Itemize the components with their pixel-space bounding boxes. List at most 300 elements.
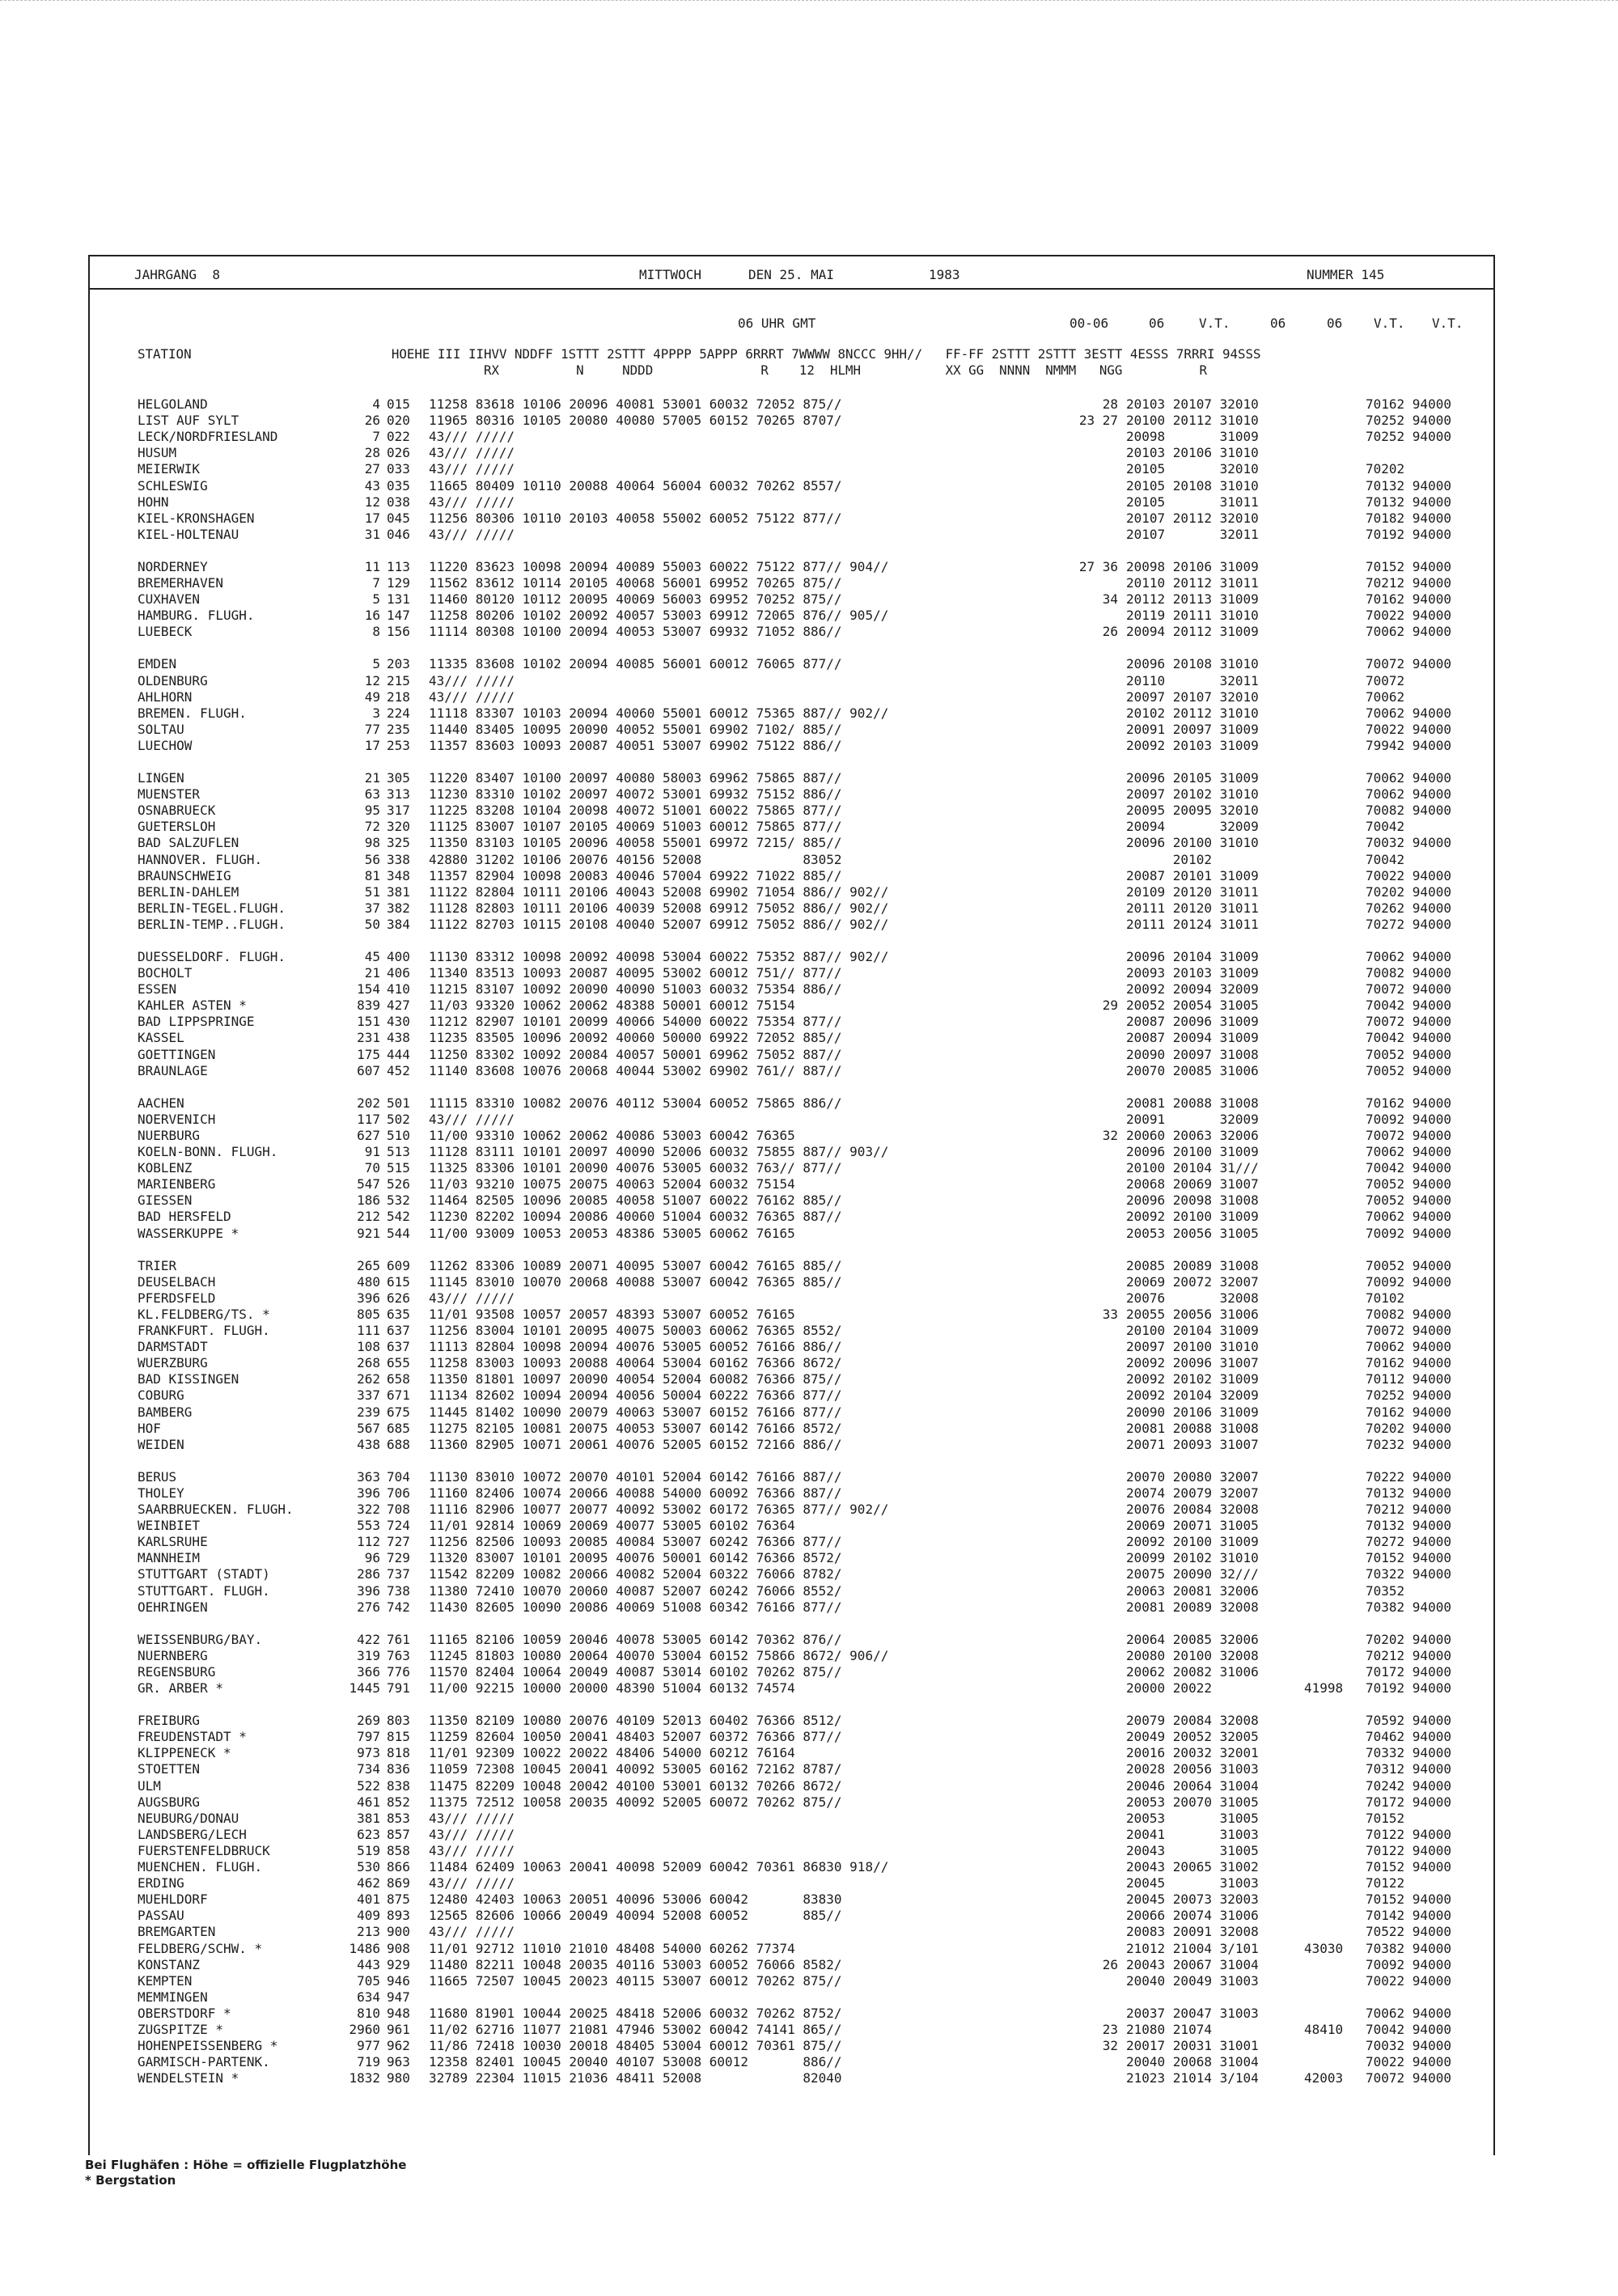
precip-sun-groups: 70222 94000 (1366, 1469, 1451, 1485)
synop-groups: 11/01 93508 10057 20057 48393 53007 60052 76165 (429, 1307, 795, 1322)
temp-groups: 20109 20120 31011 (1126, 884, 1259, 900)
station-index: 929 (387, 1957, 410, 1972)
temp-groups: 20099 20102 31010 (1126, 1550, 1259, 1565)
temp-groups: 20081 20089 32008 (1126, 1599, 1259, 1615)
precip-sun-groups: 70032 94000 (1366, 835, 1451, 850)
table-row (0, 835, 1618, 851)
precip-sun-groups: 70062 94000 (1366, 770, 1451, 786)
station-height: 21 (364, 965, 380, 981)
precip-sun-groups: 70052 94000 (1366, 1047, 1451, 1062)
wind-group: 34 (1102, 591, 1118, 607)
station-index: 853 (387, 1811, 410, 1826)
station-index: 704 (387, 1469, 410, 1485)
temp-groups: 20053 20056 31005 (1126, 1226, 1259, 1241)
station-height: 734 (357, 1761, 380, 1777)
temp-groups: 20090 20097 31008 (1126, 1047, 1259, 1062)
station-index: 946 (387, 1973, 410, 1989)
table-row (0, 608, 1618, 624)
station-index: 381 (387, 884, 410, 900)
station-height: 12 (364, 673, 380, 688)
wind-group: 23 (1102, 2022, 1118, 2037)
precip-sun-groups: 70322 94000 (1366, 1566, 1451, 1582)
station-index: 215 (387, 673, 410, 688)
precip-sun-groups: 70242 94000 (1366, 1778, 1451, 1794)
synop-groups: 11128 82803 10111 20106 40039 52008 69912 75052 886// 902// (429, 900, 889, 916)
temp-groups: 20041 31003 (1126, 1827, 1259, 1842)
precip-sun-groups: 70022 94000 (1366, 868, 1451, 883)
station-index: 452 (387, 1063, 410, 1078)
table-row (0, 1599, 1618, 1616)
table-row (0, 819, 1618, 835)
synop-groups: 11350 81801 10097 20090 40054 52004 60082 76366 875// (429, 1371, 842, 1387)
station-name: KOBLENZ (138, 1160, 193, 1176)
table-row (0, 1680, 1618, 1697)
table-row (0, 1729, 1618, 1745)
table-row (0, 591, 1618, 608)
synop-groups: 11680 81901 10044 20025 48418 52006 60032 70262 8752/ (429, 2006, 842, 2021)
precip-sun-groups: 70192 94000 (1366, 1680, 1451, 1696)
precip-sun-groups: 70022 94000 (1366, 722, 1451, 737)
station-index: 384 (387, 917, 410, 932)
precip-sun-groups: 70132 94000 (1366, 478, 1451, 494)
temp-groups: 20107 32011 (1126, 527, 1259, 542)
station-height: 269 (357, 1713, 380, 1728)
synop-groups: 43/// ///// (429, 494, 515, 510)
precip-sun-groups: 70202 94000 (1366, 884, 1451, 900)
station-name: WEIDEN (138, 1437, 184, 1452)
column-header-line1: STATION HOEHE III IIHVV NDDFF 1STTT 2STTT 4PPPP 5APPP 6RRRT 7WWWW 8NCCC 9HH// FF-FF 2STTT 2STTT 3ESTT 4ESSS 7RRRI 94SSS (138, 346, 1261, 362)
station-height: 363 (357, 1469, 380, 1485)
station-height: 111 (357, 1323, 380, 1338)
precip-sun-groups: 70162 94000 (1366, 591, 1451, 607)
station-name: HOHENPEISSENBERG * (138, 2038, 278, 2053)
station-index: 218 (387, 689, 410, 705)
station-height: 268 (357, 1355, 380, 1370)
table-row (0, 998, 1618, 1014)
station-index: 532 (387, 1192, 410, 1208)
station-name: ERDING (138, 1875, 184, 1891)
precip-sun-groups: 70072 94000 (1366, 656, 1451, 671)
table-row (0, 1144, 1618, 1160)
precip-sun-groups: 70592 94000 (1366, 1713, 1451, 1728)
temp-groups: 20079 20084 32008 (1126, 1713, 1259, 1728)
station-index: 046 (387, 527, 410, 542)
table-row (0, 1924, 1618, 1940)
station-name: FREUDENSTADT * (138, 1729, 247, 1744)
station-height: 462 (357, 1875, 380, 1891)
station-index: 635 (387, 1307, 410, 1322)
table-row (0, 1957, 1618, 1973)
station-index: 035 (387, 478, 410, 494)
precip-sun-groups: 70252 94000 (1366, 1387, 1451, 1403)
temp-groups: 21012 21004 3/101 (1126, 1941, 1259, 1956)
station-height: 627 (357, 1128, 380, 1143)
station-name: FREIBURG (138, 1713, 201, 1728)
temp-groups: 20087 20094 31009 (1126, 1030, 1259, 1045)
synop-groups: 43/// ///// (429, 1811, 515, 1826)
station-index: 671 (387, 1387, 410, 1403)
table-row (0, 1404, 1618, 1421)
precip-sun-groups: 70352 (1366, 1583, 1405, 1599)
temp-groups: 20098 20106 31009 (1126, 559, 1259, 574)
station-name: HELGOLAND (138, 396, 208, 412)
station-height: 50 (364, 917, 380, 932)
synop-groups: 11480 82211 10048 20035 40116 53003 60052 76066 8582/ (429, 1957, 842, 1972)
table-row (0, 1713, 1618, 1729)
station-height: 212 (357, 1209, 380, 1224)
table-row (0, 1014, 1618, 1030)
station-height: 98 (364, 835, 380, 850)
station-height: 719 (357, 2054, 380, 2069)
station-name: OLDENBURG (138, 673, 208, 688)
station-index: 727 (387, 1534, 410, 1549)
station-name: GUETERSLOH (138, 819, 216, 834)
precip-sun-groups: 70132 94000 (1366, 494, 1451, 510)
synop-groups: 43/// ///// (429, 429, 515, 444)
synop-groups: 11965 80316 10105 20080 40080 57005 60152 70265 8707/ (429, 413, 842, 428)
station-name: ZUGSPITZE * (138, 2022, 223, 2037)
synop-groups: 11562 83612 10114 20105 40068 56001 69952 70265 875// (429, 575, 842, 591)
table-row (0, 1875, 1618, 1891)
footnote-airports: Bei Flughäfen : Höhe = offizielle Flugplatzhöhe (85, 2158, 407, 2172)
precip-sun-groups: 70172 94000 (1366, 1794, 1451, 1810)
precip-sun-groups: 70162 94000 (1366, 1095, 1451, 1111)
table-row (0, 2054, 1618, 2070)
station-height: 839 (357, 998, 380, 1013)
station-index: 526 (387, 1176, 410, 1192)
wind-group: 26 (1102, 624, 1118, 639)
station-index: 961 (387, 2022, 410, 2037)
synop-groups: 11118 83307 10103 20094 40060 55001 60012 75365 887// 902// (429, 705, 889, 721)
synop-groups: 11320 83007 10101 20095 40076 50001 60142 76366 8572/ (429, 1550, 842, 1565)
table-row (0, 705, 1618, 722)
station-name: KLIPPENECK * (138, 1745, 231, 1760)
table-row (0, 1908, 1618, 1924)
precip-sun-groups: 70332 94000 (1366, 1745, 1451, 1760)
temp-groups: 20069 20071 31005 (1126, 1518, 1259, 1533)
table-row (0, 1030, 1618, 1046)
temp-groups: 20110 32011 (1126, 673, 1259, 688)
station-height: 108 (357, 1339, 380, 1354)
station-index: 317 (387, 803, 410, 818)
temp-groups: 20062 20082 31006 (1126, 1664, 1259, 1680)
synop-groups: 11134 82602 10094 20094 40056 50004 60222 76366 877// (429, 1387, 842, 1403)
station-height: 95 (364, 803, 380, 818)
temp-groups: 20105 31011 (1126, 494, 1259, 510)
station-height: 973 (357, 1745, 380, 1760)
station-index: 980 (387, 2070, 410, 2086)
precip-sun-groups: 70092 94000 (1366, 1112, 1451, 1127)
temp-groups: 20016 20032 32001 (1126, 1745, 1259, 1760)
table-row (0, 1160, 1618, 1176)
temp-groups: 20096 20100 31009 (1126, 1144, 1259, 1159)
precip-sun-groups: 70162 94000 (1366, 396, 1451, 412)
precip-sun-groups: 70192 94000 (1366, 527, 1451, 542)
table-row (0, 1761, 1618, 1777)
table-row (0, 1323, 1618, 1339)
synop-groups: 11275 82105 10081 20075 40053 53007 60142 76166 8572/ (429, 1421, 842, 1436)
station-name: KONSTANZ (138, 1957, 201, 1972)
station-name: BERUS (138, 1469, 177, 1485)
table-row (0, 1095, 1618, 1112)
synop-groups: 11357 82904 10098 20083 40046 57004 69922 71022 885// (429, 868, 842, 883)
station-index: 742 (387, 1599, 410, 1615)
temp-groups: 20097 20100 31010 (1126, 1339, 1259, 1354)
station-index: 688 (387, 1437, 410, 1452)
temp-groups: 20100 20104 31/// (1126, 1160, 1259, 1176)
precip-sun-groups: 70182 94000 (1366, 510, 1451, 526)
table-row (0, 2006, 1618, 2022)
station-name: LIST AUF SYLT (138, 413, 239, 428)
table-row (0, 1485, 1618, 1502)
synop-groups: 11350 82109 10080 20076 40109 52013 60402 76366 8512/ (429, 1713, 842, 1728)
temp-groups: 20107 20112 32010 (1126, 510, 1259, 526)
synop-groups: 11570 82404 10064 20049 40087 53014 60102 70262 875// (429, 1664, 842, 1680)
synop-groups: 11445 81402 10090 20079 40063 53007 60152 76166 877// (429, 1404, 842, 1420)
table-row (0, 900, 1618, 917)
table-row (0, 1047, 1618, 1063)
station-index: 313 (387, 786, 410, 802)
station-height: 276 (357, 1599, 380, 1615)
station-height: 7 (372, 429, 380, 444)
temp-groups: 20046 20064 31004 (1126, 1778, 1259, 1794)
synop-groups: 11484 62409 10063 20041 40098 52009 60042 70361 86830 918// (429, 1859, 889, 1875)
synop-groups: 11340 83513 10093 20087 40095 53002 60012 751// 877// (429, 965, 842, 981)
synop-groups: 12565 82606 10066 20049 40094 52008 60052 885// (429, 1908, 842, 1923)
station-name: LUECHOW (138, 738, 193, 753)
station-index: 513 (387, 1144, 410, 1159)
station-name: ESSEN (138, 981, 177, 997)
station-index: 501 (387, 1095, 410, 1111)
station-name: COBURG (138, 1387, 184, 1403)
station-index: 026 (387, 445, 410, 460)
station-index: 908 (387, 1941, 410, 1956)
table-row (0, 1745, 1618, 1761)
precip-sun-groups: 70022 94000 (1366, 608, 1451, 623)
synop-groups: 11/03 93320 10062 20062 48388 50001 60012 75154 (429, 998, 795, 1013)
synop-groups: 11/00 92215 10000 20000 48390 51004 60132 74574 (429, 1680, 795, 1696)
temp-groups: 20092 20096 31007 (1126, 1355, 1259, 1370)
table-row (0, 1469, 1618, 1485)
station-name: SAARBRUECKEN. FLUGH. (138, 1502, 294, 1517)
table-row (0, 1583, 1618, 1599)
station-height: 366 (357, 1664, 380, 1680)
station-name: STUTTGART. FLUGH. (138, 1583, 270, 1599)
station-index: 655 (387, 1355, 410, 1370)
station-name: SOLTAU (138, 722, 184, 737)
synop-groups: 32789 22304 11015 21036 48411 52008 82040 (429, 2070, 842, 2086)
temp-groups: 20060 20063 32006 (1126, 1128, 1259, 1143)
footnote-mountain-station: * Bergstation (85, 2173, 176, 2188)
temp-groups: 20112 20113 31009 (1126, 591, 1259, 607)
station-index: 609 (387, 1258, 410, 1273)
station-height: 422 (357, 1632, 380, 1647)
temp-groups: 20094 32009 (1126, 819, 1259, 834)
table-row (0, 1794, 1618, 1811)
table-row (0, 1371, 1618, 1387)
station-height: 81 (364, 868, 380, 883)
table-row (0, 722, 1618, 738)
station-height: 1832 (349, 2070, 380, 2086)
precip-sun-groups: 70022 94000 (1366, 2054, 1451, 2069)
station-index: 305 (387, 770, 410, 786)
table-row (0, 1778, 1618, 1794)
station-index: 515 (387, 1160, 410, 1176)
wind-group: 26 (1102, 1957, 1118, 1972)
synop-groups: 11130 83010 10072 20070 40101 52004 60142 76166 887// (429, 1469, 842, 1485)
table-row (0, 1307, 1618, 1323)
temp-groups: 20097 20107 32010 (1126, 689, 1259, 705)
station-name: PFERDSFELD (138, 1290, 216, 1306)
temp-groups: 20063 20081 32006 (1126, 1583, 1259, 1599)
precip-sun-groups: 70152 94000 (1366, 1891, 1451, 1907)
station-name: CUXHAVEN (138, 591, 201, 607)
station-name: WASSERKUPPE * (138, 1226, 239, 1241)
table-row (0, 1843, 1618, 1859)
station-name: GARMISCH-PARTENK. (138, 2054, 270, 2069)
station-index: 900 (387, 1924, 410, 1939)
temp-groups: 20100 20104 31009 (1126, 1323, 1259, 1338)
table-row (0, 624, 1618, 640)
table-row (0, 2022, 1618, 2038)
station-height: 117 (357, 1112, 380, 1127)
jahrgang: JAHRGANG 8 (134, 267, 220, 282)
col-group-vt2: V.T. (1374, 316, 1405, 331)
precip-sun-groups: 70062 94000 (1366, 705, 1451, 721)
issue-number: NUMMER 145 (1307, 267, 1385, 282)
station-height: 921 (357, 1226, 380, 1241)
temp-groups: 20091 20097 31009 (1126, 722, 1259, 737)
station-height: 112 (357, 1534, 380, 1549)
temp-groups: 20091 32009 (1126, 1112, 1259, 1127)
synop-groups: 11/01 92712 11010 21010 48408 54000 60262 77374 (429, 1941, 795, 1956)
table-row (0, 1534, 1618, 1550)
station-name: NORDERNEY (138, 559, 208, 574)
temp-groups: 20080 20100 32008 (1126, 1648, 1259, 1663)
temp-groups: 20028 20056 31003 (1126, 1761, 1259, 1777)
table-row (0, 1339, 1618, 1355)
station-height: 239 (357, 1404, 380, 1420)
station-index: 015 (387, 396, 410, 412)
temp-groups: 20098 31009 (1126, 429, 1259, 444)
table-row (0, 2038, 1618, 2054)
synop-groups: 11262 83306 10089 20071 40095 53007 60042 76165 885// (429, 1258, 842, 1273)
station-name: FRANKFURT. FLUGH. (138, 1323, 270, 1338)
synop-groups: 11259 82604 10050 20041 48403 52007 60372 76366 877// (429, 1729, 842, 1744)
table-row (0, 510, 1618, 527)
precip-sun-groups: 70202 94000 (1366, 1632, 1451, 1647)
temp-groups: 20111 20124 31011 (1126, 917, 1259, 932)
precip-sun-groups: 70042 (1366, 819, 1405, 834)
table-row (0, 1664, 1618, 1680)
station-name: BERLIN-TEGEL.FLUGH. (138, 900, 286, 916)
station-index: 852 (387, 1794, 410, 1810)
precip-sun-groups: 70202 94000 (1366, 1421, 1451, 1436)
precip-sun-groups: 70382 94000 (1366, 1941, 1451, 1956)
station-name: DUESSELDORF. FLUGH. (138, 949, 286, 964)
temp-groups: 20017 20031 31001 (1126, 2038, 1259, 2053)
temp-groups: 20052 20054 31005 (1126, 998, 1259, 1013)
station-index: 438 (387, 1030, 410, 1045)
temp-groups: 20083 20091 32008 (1126, 1924, 1259, 1939)
station-height: 5 (372, 656, 380, 671)
table-row (0, 949, 1618, 965)
station-name: PASSAU (138, 1908, 184, 1923)
temp-groups: 20094 20112 31009 (1126, 624, 1259, 639)
table-row (0, 527, 1618, 543)
station-index: 406 (387, 965, 410, 981)
precip-sun-groups: 70202 (1366, 461, 1405, 477)
station-name: MUENSTER (138, 786, 201, 802)
temp-groups: 20110 20112 31011 (1126, 575, 1259, 591)
station-height: 154 (357, 981, 380, 997)
station-index: 737 (387, 1566, 410, 1582)
synop-groups: 11460 80120 10112 20095 40069 56003 69952 70252 875// (429, 591, 842, 607)
synop-groups: 11/00 93009 10053 20053 48386 53005 60062 76165 (429, 1226, 795, 1241)
synop-groups: 11/02 62716 11077 21081 47946 53002 60042 74141 865// (429, 2022, 842, 2037)
station-name: AACHEN (138, 1095, 184, 1111)
station-name: DEUSELBACH (138, 1274, 216, 1290)
station-index: 348 (387, 868, 410, 883)
station-index: 776 (387, 1664, 410, 1680)
station-name: BREMERHAVEN (138, 575, 223, 591)
synop-groups: 11245 81803 10080 20064 40070 53004 60152 75866 8672/ 906// (429, 1648, 889, 1663)
precip-sun-groups: 70172 94000 (1366, 1664, 1451, 1680)
station-index: 338 (387, 852, 410, 867)
wind-group: 23 27 (1078, 413, 1118, 428)
station-height: 401 (357, 1891, 380, 1907)
station-name: WEINBIET (138, 1518, 201, 1533)
synop-groups: 11230 83310 10102 20097 40072 53001 69932 75152 886// (429, 786, 842, 802)
precip-sun-groups: 70042 (1366, 852, 1405, 867)
station-height: 810 (357, 2006, 380, 2021)
precip-sun-groups: 70052 94000 (1366, 1063, 1451, 1078)
station-name: BREMGARTEN (138, 1924, 216, 1939)
precip-sun-groups: 70052 94000 (1366, 1176, 1451, 1192)
table-row (0, 1973, 1618, 1989)
station-name: KL.FELDBERG/TS. * (138, 1307, 270, 1322)
station-height: 461 (357, 1794, 380, 1810)
station-index: 706 (387, 1485, 410, 1501)
station-height: 63 (364, 786, 380, 802)
temp-groups: 20068 20069 31007 (1126, 1176, 1259, 1192)
table-row (0, 559, 1618, 575)
station-height: 45 (364, 949, 380, 964)
station-height: 28 (364, 445, 380, 460)
station-name: BRAUNSCHWEIG (138, 868, 231, 883)
station-height: 37 (364, 900, 380, 916)
precip-sun-groups: 70212 94000 (1366, 1502, 1451, 1517)
synop-groups: 11/03 93210 10075 20075 40063 52004 60032 75154 (429, 1176, 795, 1192)
station-height: 202 (357, 1095, 380, 1111)
precip-sun-groups: 70252 94000 (1366, 413, 1451, 428)
col-group-06c: 06 (1327, 316, 1343, 331)
station-height: 26 (364, 413, 380, 428)
synop-groups: 11122 82703 10115 20108 40040 52007 69912 75052 886// 902// (429, 917, 889, 932)
precip-sun-groups: 79942 94000 (1366, 738, 1451, 753)
station-height: 805 (357, 1307, 380, 1322)
weekday: MITTWOCH (639, 267, 702, 282)
synop-groups: 43/// ///// (429, 1290, 515, 1306)
station-index: 893 (387, 1908, 410, 1923)
table-row (0, 1827, 1618, 1843)
precip-sun-groups: 70132 94000 (1366, 1485, 1451, 1501)
station-index: 038 (387, 494, 410, 510)
station-height: 21 (364, 770, 380, 786)
table-row (0, 1891, 1618, 1908)
station-name: LUEBECK (138, 624, 193, 639)
synop-groups: 11360 82905 10071 20061 40076 52005 60152 72166 886// (429, 1437, 842, 1452)
